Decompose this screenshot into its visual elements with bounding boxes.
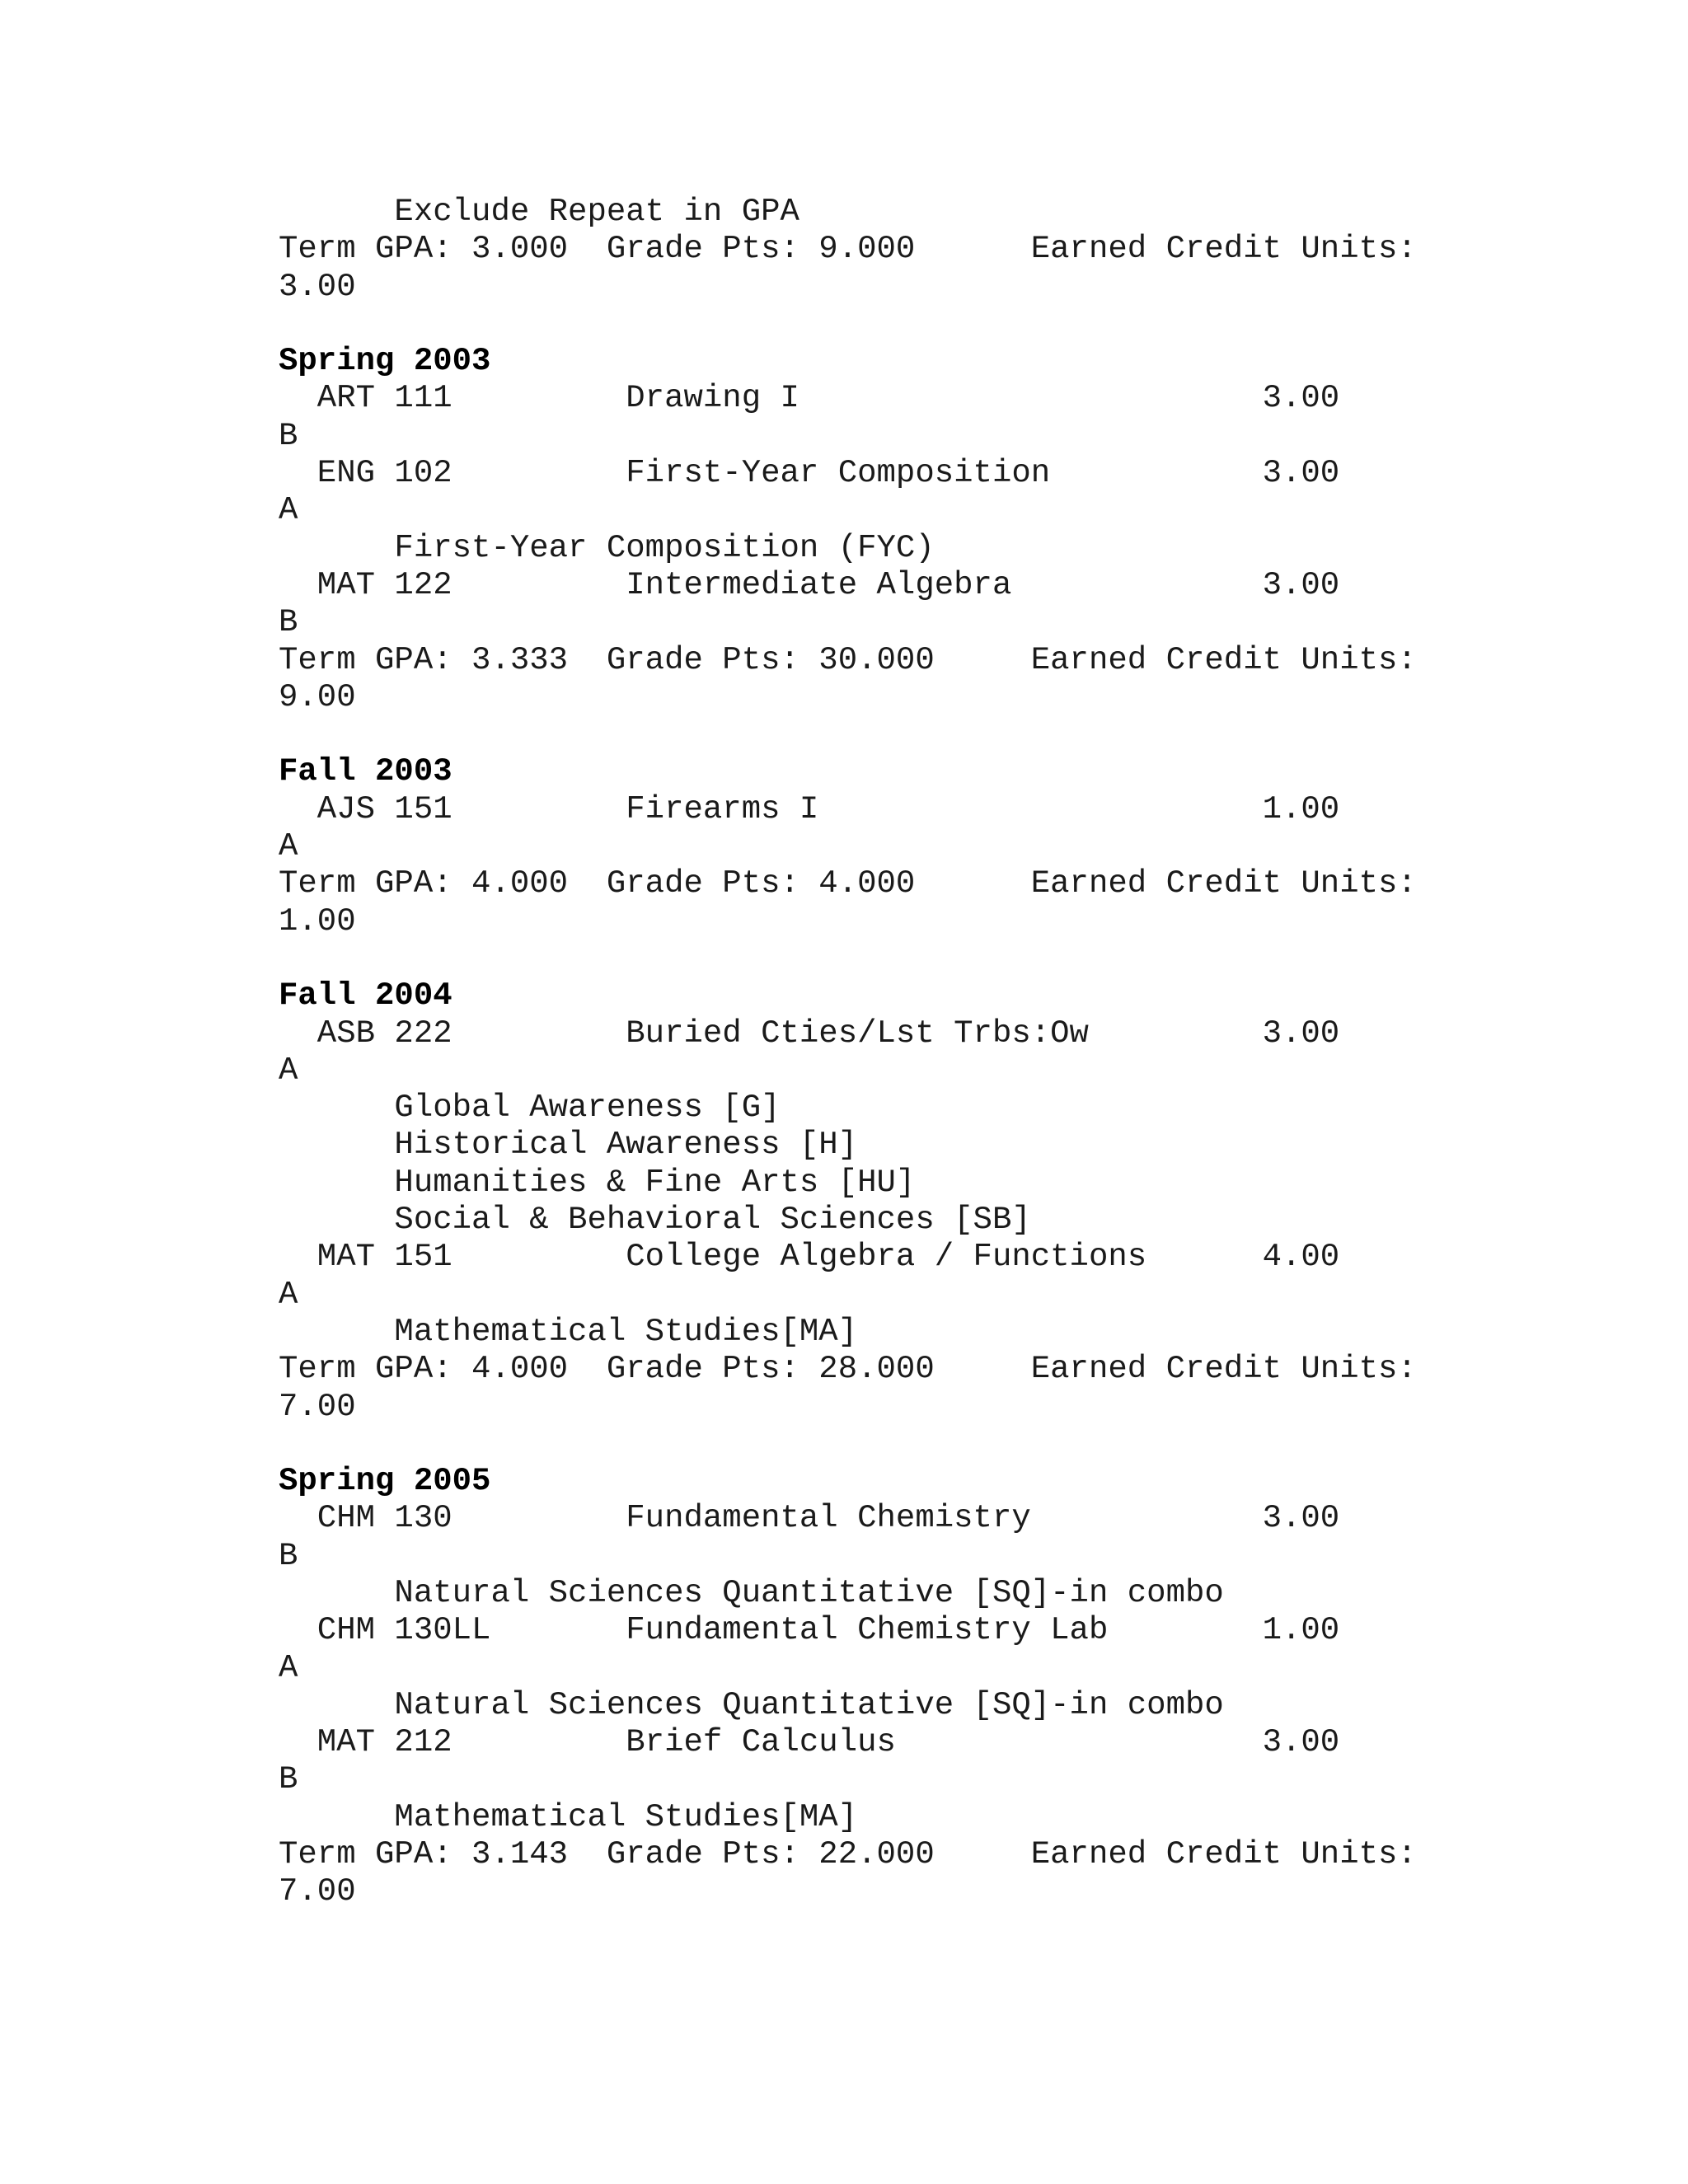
attribute-note: Natural Sciences Quantitative [SQ]-in combo: [279, 1574, 1224, 1611]
course-grade: A: [279, 1649, 298, 1686]
course-row: CHM 130 Fundamental Chemistry 3.00: [279, 1500, 1340, 1537]
course-row: CHM 130LL Fundamental Chemistry Lab 1.00: [279, 1612, 1340, 1649]
attribute-note: Mathematical Studies[MA]: [279, 1313, 858, 1350]
transcript-page: [279, 194, 1680, 1911]
course-row: MAT 212 Brief Calculus 3.00: [279, 1724, 1340, 1761]
term-summary: Term GPA: 4.000 Grade Pts: 28.000 Earned Credit Units:: [279, 1351, 1417, 1388]
course-grade: B: [279, 604, 298, 641]
term-heading: Fall 2004: [279, 977, 452, 1015]
course-grade: A: [279, 492, 298, 529]
attribute-note: First-Year Composition (FYC): [279, 529, 935, 566]
course-row: AJS 151 Firearms I 1.00: [279, 790, 1340, 827]
term-heading: Spring 2003: [279, 343, 491, 380]
course-row: ENG 102 First-Year Composition 3.00: [279, 455, 1340, 492]
course-row: ART 111 Drawing I 3.00: [279, 380, 1340, 417]
term-summary: Term GPA: 3.143 Grade Pts: 22.000 Earned Credit Units:: [279, 1836, 1417, 1873]
blank-line: [279, 306, 1680, 343]
attribute-note: Humanities & Fine Arts [HU]: [279, 1164, 916, 1201]
term-summary: Term GPA: 3.333 Grade Pts: 30.000 Earned Credit Units:: [279, 641, 1417, 678]
course-grade: A: [279, 1276, 298, 1313]
course-row: MAT 151 College Algebra / Functions 4.00: [279, 1239, 1340, 1276]
term-summary: Term GPA: 4.000 Grade Pts: 4.000 Earned Credit Units:: [279, 865, 1417, 902]
term-summary-credits: 7.00: [279, 1873, 356, 1910]
course-grade: B: [279, 1761, 298, 1798]
attribute-note: Social & Behavioral Sciences [SB]: [279, 1202, 1031, 1239]
blank-line: [279, 1426, 1680, 1463]
term-heading: Fall 2003: [279, 753, 452, 790]
attribute-note: Exclude Repeat in GPA: [279, 194, 799, 230]
blank-line: [279, 940, 1680, 977]
course-grade: A: [279, 1052, 298, 1089]
attribute-note: Natural Sciences Quantitative [SQ]-in combo: [279, 1686, 1224, 1723]
attribute-note: Mathematical Studies[MA]: [279, 1798, 858, 1835]
course-grade: B: [279, 1537, 298, 1574]
attribute-note: Global Awareness [G]: [279, 1090, 781, 1127]
term-heading: Spring 2005: [279, 1463, 491, 1500]
term-summary: Term GPA: 3.000 Grade Pts: 9.000 Earned Credit Units:: [279, 231, 1417, 268]
attribute-note: Historical Awareness [H]: [279, 1127, 858, 1164]
course-row: MAT 122 Intermediate Algebra 3.00: [279, 566, 1340, 603]
term-summary-credits: 3.00: [279, 268, 356, 305]
term-summary-credits: 7.00: [279, 1388, 356, 1425]
course-grade: A: [279, 828, 298, 865]
course-row: ASB 222 Buried Cties/Lst Trbs:Ow 3.00: [279, 1015, 1340, 1052]
term-summary-credits: 9.00: [279, 678, 356, 715]
term-summary-credits: 1.00: [279, 902, 356, 940]
course-grade: B: [279, 417, 298, 454]
blank-line: [279, 716, 1680, 753]
